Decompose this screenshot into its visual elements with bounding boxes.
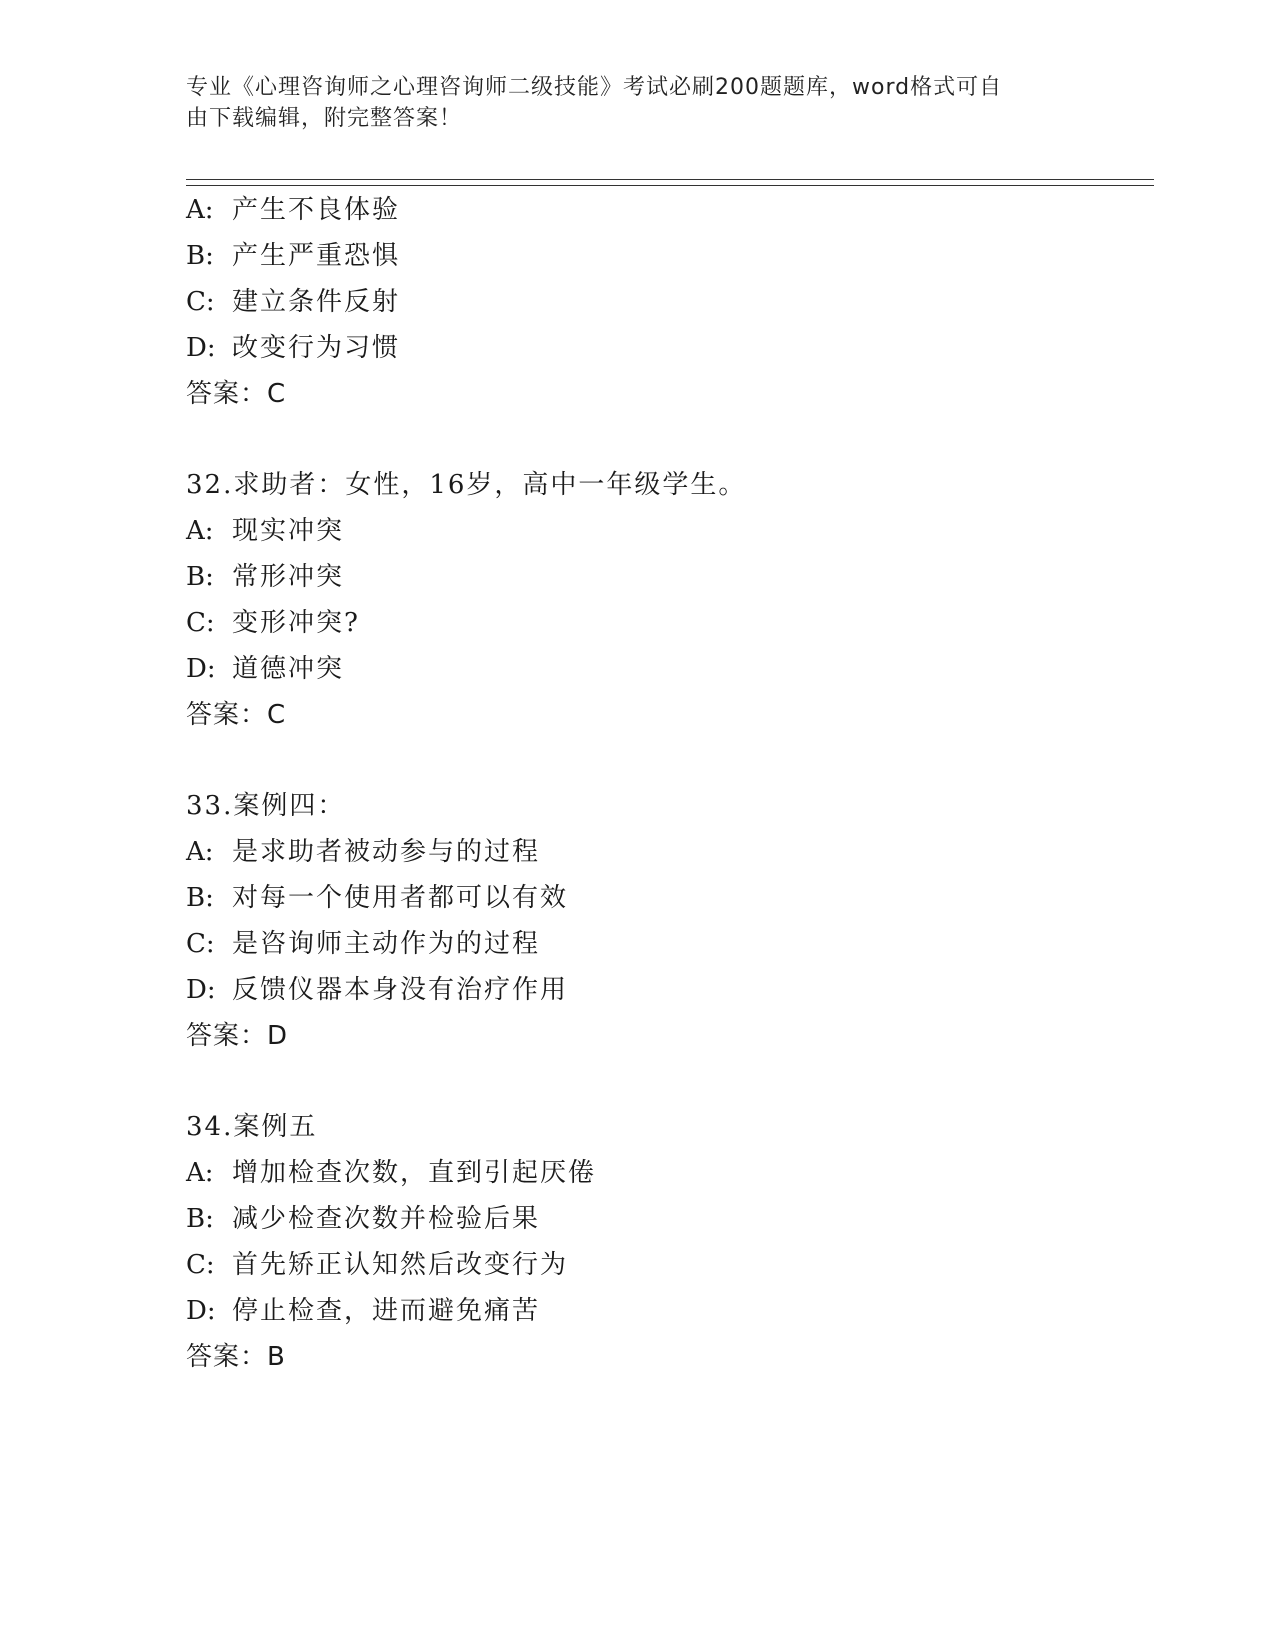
option-text: 道德冲突 — [232, 654, 345, 684]
option-letter: B: — [186, 562, 214, 592]
option-text: 反馈仪器本身没有治疗作用 — [232, 975, 569, 1005]
option-text: 改变行为习惯 — [232, 333, 401, 363]
option-b — [186, 875, 1146, 921]
option-b — [186, 233, 1146, 279]
option-text: 产生严重恐惧 — [232, 241, 401, 271]
option-c — [186, 279, 1146, 325]
option-b — [186, 554, 1146, 600]
option-text: 产生不良体验 — [232, 195, 401, 225]
option-a — [186, 1150, 1146, 1196]
option-letter: C: — [186, 608, 215, 638]
spacer — [186, 1059, 1146, 1104]
answer-line: 答案：C — [186, 700, 287, 730]
option-text: 建立条件反射 — [232, 287, 401, 317]
option-text: 停止检查，进而避免痛苦 — [232, 1296, 541, 1326]
option-d — [186, 325, 1146, 371]
option-letter: C: — [186, 287, 215, 317]
option-letter: D: — [186, 654, 216, 684]
option-c — [186, 1242, 1146, 1288]
option-text: 增加检查次数，直到引起厌倦 — [232, 1158, 597, 1188]
option-text: 是求助者被动参与的过程 — [232, 837, 541, 867]
option-b — [186, 1196, 1146, 1242]
option-text: 常形冲突 — [232, 562, 345, 592]
option-a — [186, 829, 1146, 875]
option-letter: B: — [186, 241, 214, 271]
option-text: 现实冲突 — [232, 516, 345, 546]
option-letter: D: — [186, 333, 216, 363]
header-line-1: 专业《心理咨询师之心理咨询师二级技能》考试必刷200题题库，word格式可自 — [186, 75, 1003, 100]
option-c — [186, 600, 1146, 646]
answer-line: 答案：B — [186, 1342, 286, 1372]
option-letter: D: — [186, 1296, 216, 1326]
spacer — [186, 417, 1146, 462]
option-text: 对每一个使用者都可以有效 — [232, 883, 569, 913]
question-block — [186, 187, 1146, 417]
option-text: 变形冲突? — [232, 608, 360, 638]
option-letter: A: — [186, 516, 214, 546]
option-letter: A: — [186, 837, 214, 867]
option-letter: B: — [186, 1204, 214, 1234]
option-letter: C: — [186, 1250, 215, 1280]
answer-line: 答案：D — [186, 1021, 289, 1051]
option-text: 减少检查次数并检验后果 — [232, 1204, 541, 1234]
option-letter: A: — [186, 195, 214, 225]
header-divider — [186, 179, 1154, 186]
question-stem: 33.案例四： — [186, 791, 346, 821]
document-header — [186, 72, 1066, 134]
option-letter: C: — [186, 929, 215, 959]
question-block — [186, 462, 1146, 738]
answer-line: 答案：C — [186, 379, 287, 409]
option-letter: B: — [186, 883, 214, 913]
option-d — [186, 967, 1146, 1013]
option-a — [186, 508, 1146, 554]
option-letter: D: — [186, 975, 216, 1005]
question-stem: 32.求助者：女性，16岁，高中一年级学生。 — [186, 470, 747, 500]
option-c — [186, 921, 1146, 967]
option-d — [186, 646, 1146, 692]
option-text: 是咨询师主动作为的过程 — [232, 929, 541, 959]
option-letter: A: — [186, 1158, 214, 1188]
header-line-2: 由下载编辑，附完整答案！ — [186, 106, 463, 131]
option-text: 首先矫正认知然后改变行为 — [232, 1250, 569, 1280]
question-block — [186, 783, 1146, 1059]
question-block — [186, 1104, 1146, 1380]
option-a — [186, 187, 1146, 233]
question-stem: 34.案例五 — [186, 1112, 318, 1142]
spacer — [186, 738, 1146, 783]
option-d — [186, 1288, 1146, 1334]
question-list — [186, 187, 1146, 1380]
